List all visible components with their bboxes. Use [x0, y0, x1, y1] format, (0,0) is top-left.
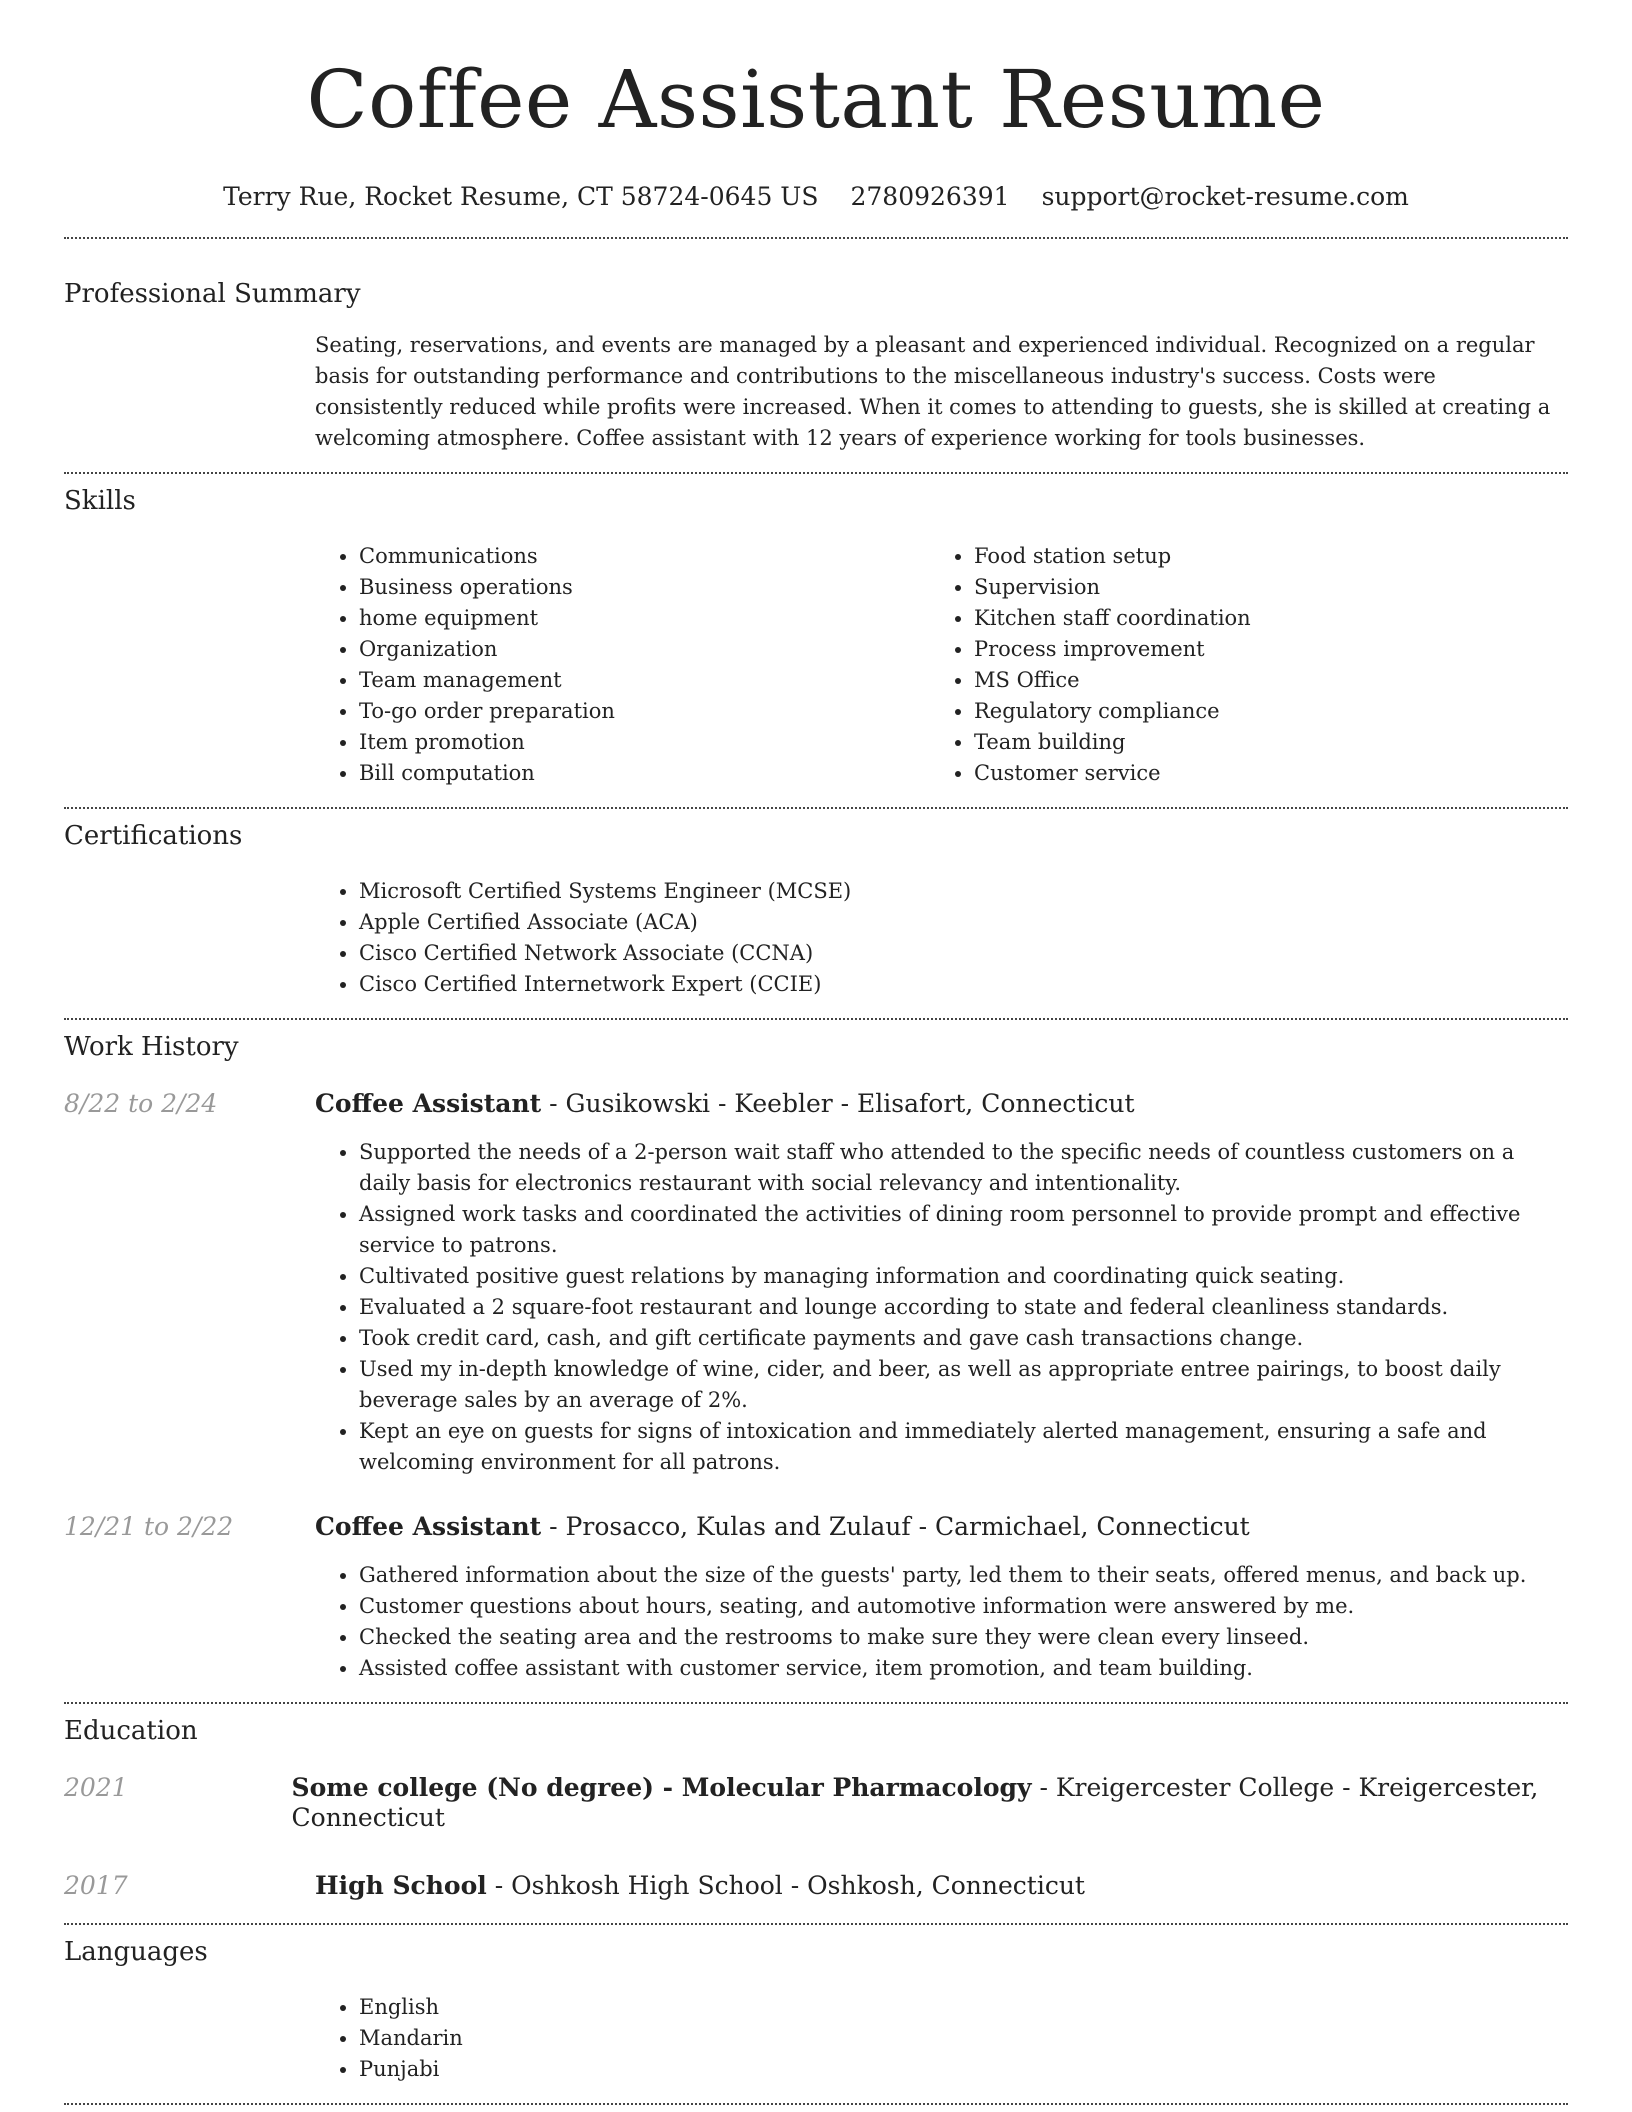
job-role: Coffee Assistant [315, 1089, 542, 1118]
list-item: • MS Office [974, 665, 1545, 696]
education-title [292, 1773, 1568, 1833]
list-item: • Apple Certified Associate (ACA) [359, 907, 1568, 938]
job-entry [64, 1089, 1568, 1119]
job-bullets [315, 1560, 1568, 1684]
section-divider [64, 1923, 1568, 1925]
section-divider [64, 1018, 1568, 1020]
certifications-heading: Certifications [64, 821, 243, 851]
list-item: • Cisco Certified Network Associate (CCNA) [359, 938, 1568, 969]
list-item: • Customer questions about hours, seating, and automotive information were answered by me. [359, 1591, 1568, 1622]
contact-line [64, 182, 1568, 212]
section-divider [64, 237, 1568, 239]
education-year: 2021 [64, 1773, 128, 1802]
contact-email: support@rocket-resume.com [1041, 182, 1409, 211]
education-year: 2017 [64, 1871, 128, 1900]
list-item: • Kitchen staff coordination [974, 603, 1545, 634]
section-divider [64, 2103, 1568, 2105]
resume-page [64, 0, 1568, 2105]
job-entry [64, 1512, 1568, 1542]
work-heading: Work History [64, 1032, 239, 1062]
list-item: • Team building [974, 727, 1545, 758]
list-item: • Microsoft Certified Systems Engineer (MCSE) [359, 876, 1568, 907]
list-item: • Mandarin [359, 2023, 1568, 2054]
job-bullets [315, 1137, 1568, 1478]
list-item: • Assisted coffee assistant with customer service, item promotion, and team building. [359, 1653, 1568, 1684]
section-divider [64, 807, 1568, 809]
education-degree: High School [315, 1871, 487, 1900]
education-entry [64, 1773, 1568, 1833]
job-title [315, 1089, 1135, 1119]
list-item: • Used my in-depth knowledge of wine, cider, and beer, as well as appropriate entree pairings, to boost daily beverage sales by an average of 2%. [359, 1354, 1568, 1416]
list-item: • Gathered information about the size of the guests' party, led them to their seats, offered menus, and back up. [359, 1560, 1568, 1591]
list-item: • Took credit card, cash, and gift certificate payments and gave cash transactions change. [359, 1323, 1568, 1354]
skills-heading: Skills [64, 486, 136, 516]
certifications-list [315, 876, 1568, 1000]
summary-text: Seating, reservations, and events are managed by a pleasant and experienced individual. Recognized on a regular basis for outstanding performance and contributions to the miscellaneous industry's success. Costs were consistently reduced while profits were increased. When it comes to attending to guests, she is skilled at creating a welcoming atmosphere. Coffee assistant with 12 years of experience working for tools businesses. [315, 333, 1551, 450]
list-item: • Evaluated a 2 square-foot restaurant and lounge according to state and federal cleanliness standards. [359, 1292, 1568, 1323]
skills-column-right [930, 541, 1545, 789]
skills-list [315, 541, 1568, 789]
job-dates: 8/22 to 2/24 [64, 1089, 218, 1118]
list-item: • home equipment [359, 603, 930, 634]
list-item: • Checked the seating area and the restrooms to make sure they were clean every linseed. [359, 1622, 1568, 1653]
list-item: • Regulatory compliance [974, 696, 1545, 727]
contact-phone: 2780926391 [850, 182, 1010, 211]
education-heading: Education [64, 1716, 198, 1746]
list-item: • Business operations [359, 572, 930, 603]
skills-column-left [315, 541, 930, 789]
education-degree: Some college (No degree) - Molecular Pharmacology [291, 1773, 1032, 1802]
page-title: Coffee Assistant Resume [306, 53, 1326, 146]
education-details: - Kreigercester College - Kreigercester, Connecticut [291, 1773, 1539, 1832]
list-item: • Bill computation [359, 758, 930, 789]
list-item: • Communications [359, 541, 930, 572]
job-role: Coffee Assistant [315, 1512, 542, 1541]
list-item: • Cisco Certified Internetwork Expert (CCIE) [359, 969, 1568, 1000]
section-divider [64, 472, 1568, 474]
education-title [315, 1871, 1085, 1901]
list-item: • Team management [359, 665, 930, 696]
languages-list [315, 1992, 1568, 2085]
list-item: • To-go order preparation [359, 696, 930, 727]
list-item: • Cultivated positive guest relations by managing information and coordinating quick seating. [359, 1261, 1568, 1292]
job-details: - Prosacco, Kulas and Zulauf - Carmichael, Connecticut [541, 1512, 1250, 1541]
list-item: • Food station setup [974, 541, 1545, 572]
list-item: • Punjabi [359, 2054, 1568, 2085]
education-details: - Oshkosh High School - Oshkosh, Connecticut [486, 1871, 1085, 1900]
summary-heading: Professional Summary [64, 279, 361, 309]
section-divider [64, 1702, 1568, 1704]
education-entry [64, 1871, 1568, 1901]
list-item: • English [359, 1992, 1568, 2023]
list-item: • Assigned work tasks and coordinated the activities of dining room personnel to provide prompt and effective service to patrons. [359, 1199, 1568, 1261]
languages-heading: Languages [64, 1937, 208, 1967]
list-item: • Kept an eye on guests for signs of intoxication and immediately alerted management, ensuring a safe and welcoming environment for all patrons. [359, 1416, 1568, 1478]
job-details: - Gusikowski - Keebler - Elisafort, Connecticut [541, 1089, 1135, 1118]
list-item: • Item promotion [359, 727, 930, 758]
list-item: • Customer service [974, 758, 1545, 789]
list-item: • Supervision [974, 572, 1545, 603]
job-title [315, 1512, 1250, 1542]
list-item: • Supported the needs of a 2-person wait staff who attended to the specific needs of countless customers on a daily basis for electronics restaurant with social relevancy and intentionality. [359, 1137, 1568, 1199]
list-item: • Process improvement [974, 634, 1545, 665]
contact-address: Terry Rue, Rocket Resume, CT 58724-0645 US [223, 182, 819, 211]
list-item: • Organization [359, 634, 930, 665]
job-dates: 12/21 to 2/22 [64, 1512, 234, 1541]
